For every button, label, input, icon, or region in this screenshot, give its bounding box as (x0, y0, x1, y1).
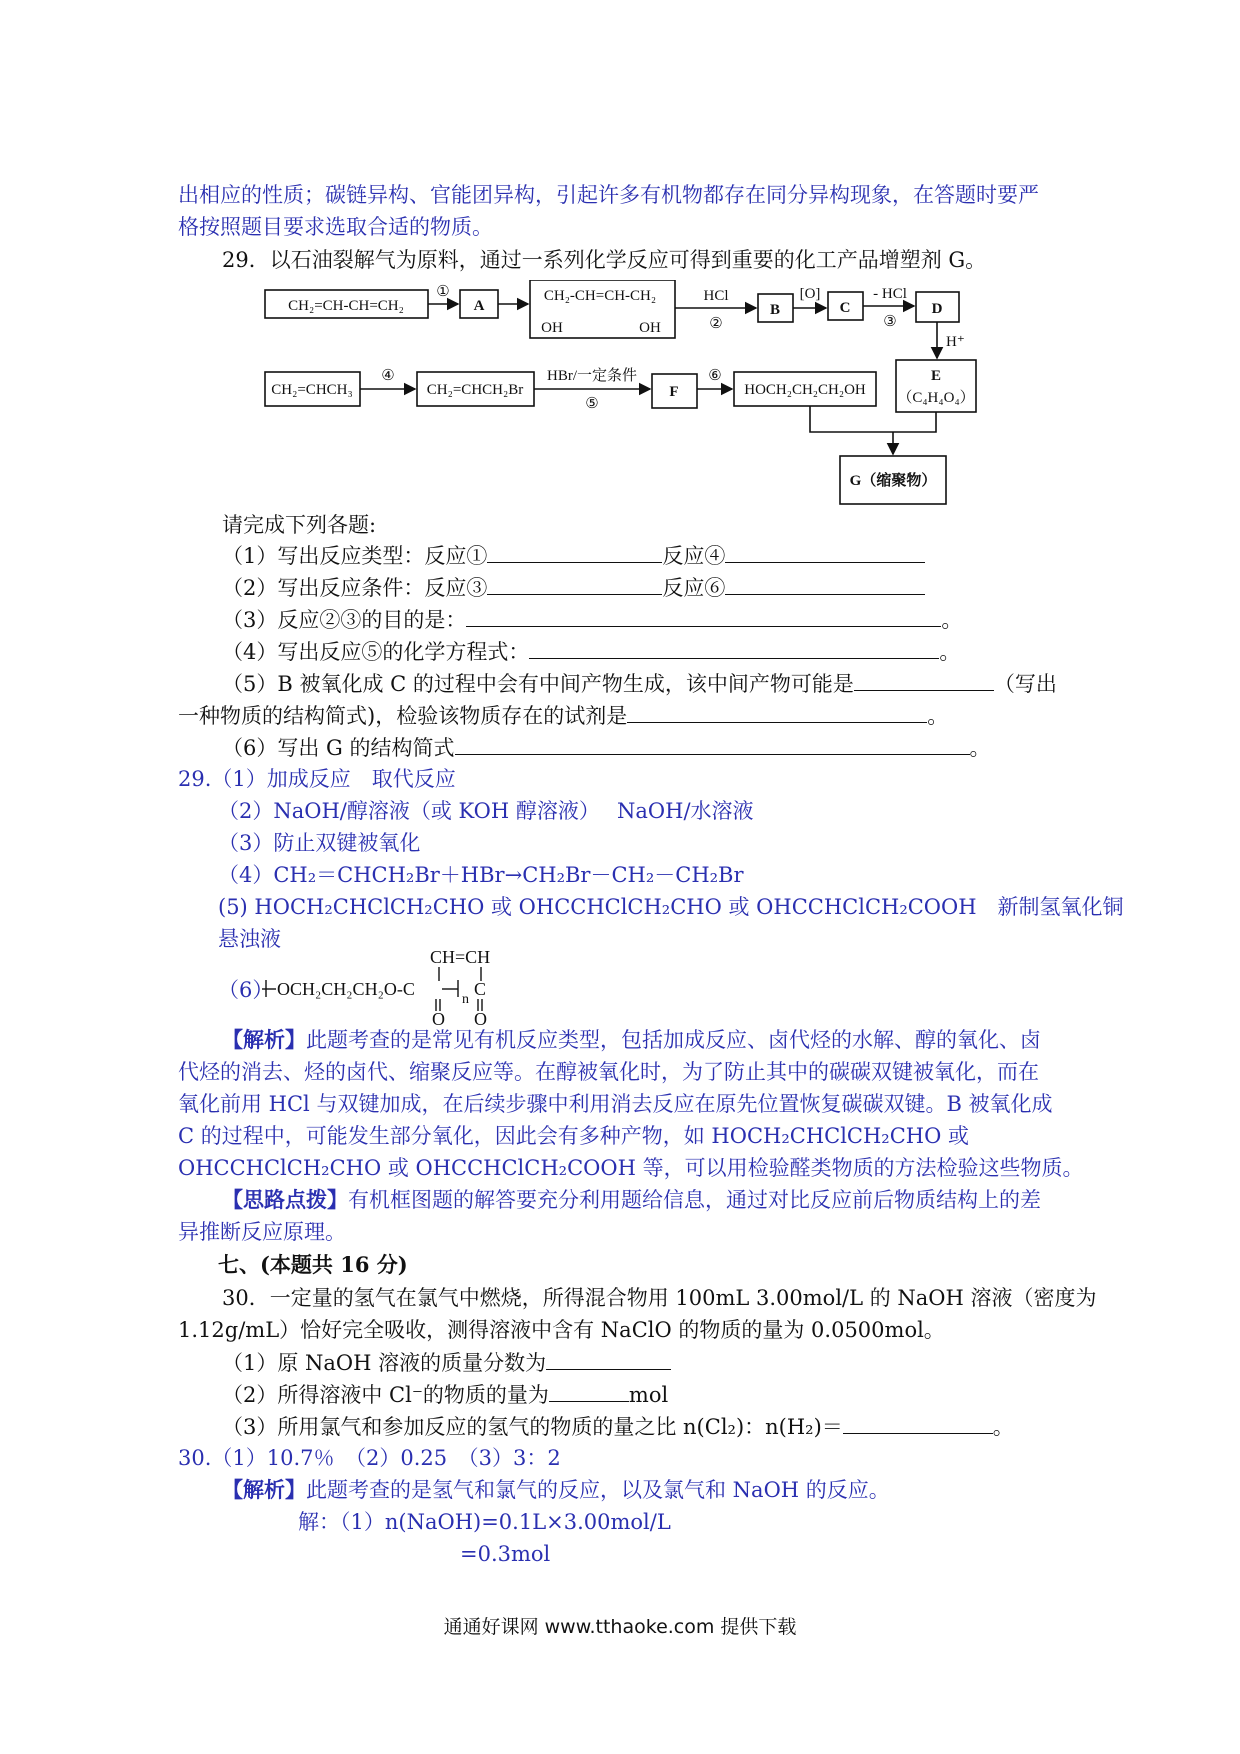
answer-blank[interactable] (725, 572, 925, 595)
q29-sub4 (222, 636, 960, 667)
box-d-label: D (931, 301, 943, 317)
butadiene-label: CH₂=CH-CH=CH₂ (288, 298, 404, 314)
q30-sub2 (222, 1379, 668, 1410)
minus-hcl-label: - HCl (873, 286, 907, 302)
intro-line-1: 出相应的性质；碳链异构、官能团异构，引起许多有机物都存在同分异构现象，在答题时要严 (178, 183, 1039, 207)
allyl-bromide-label: CH₂=CHCH₂Br (426, 382, 524, 398)
box-a-label: A (473, 298, 485, 314)
analysis-29-line4: C 的过程中，可能发生部分氧化，因此会有多种产物，如 HOCH₂CHClCH₂CHO 或 (178, 1124, 969, 1148)
butenediol-oh1-label: OH (541, 320, 563, 336)
polymer-g-structure (262, 945, 522, 1025)
q30-sub2-unit: mol (628, 1383, 669, 1407)
q29-sub3-text: （3）反应②③的目的是： (222, 608, 467, 632)
period: 。 (969, 736, 991, 760)
box-e-formula: （C₄H₄O₄） (897, 390, 975, 406)
q29-sub5-a: （5）B 被氧化成 C 的过程中会有中间产物生成，该中间产物可能是 (222, 672, 854, 696)
ans30: 30.（1）10.7％ （2）0.25 （3）3：2 (178, 1446, 561, 1470)
hcl-label: HCl (703, 288, 729, 304)
q29-sub2 (222, 572, 925, 603)
q29-sub3 (222, 604, 962, 635)
answer-blank[interactable] (487, 572, 662, 595)
q29-prompt: 请完成下列各题: (222, 513, 377, 537)
period: 。 (927, 704, 949, 728)
analysis-29-line5: OHCCHClCH₂CHO 或 OHCCHClCH₂COOH 等，可以用检验醛类物质的方法检验这些物质。 (178, 1156, 1084, 1180)
step-3-label: ③ (883, 314, 897, 330)
hplus-label: H⁺ (946, 334, 965, 350)
analysis-text: 此题考查的是氢气和氯气的反应，以及氯气和 NaOH 的反应。 (306, 1478, 890, 1502)
answer-blank[interactable] (854, 668, 994, 691)
tips-29-line2: 异推断反应原理。 (178, 1220, 346, 1244)
polymer-c2-label: C (474, 979, 487, 999)
analysis-29-line1 (222, 1025, 1041, 1055)
answer-blank[interactable] (487, 540, 662, 563)
answer-blank[interactable] (529, 636, 939, 659)
solution-30-line1: 解：（1）n(NaOH)=0.1L×3.00mol/L (298, 1510, 671, 1534)
ans29-1: 29.（1）加成反应 取代反应 (178, 767, 456, 791)
step-5-label: ⑤ (585, 396, 599, 412)
q29-sub2-a: （2）写出反应条件：反应③ (222, 576, 488, 600)
box-c-label: C (839, 300, 851, 316)
analysis-tag: 【解析】 (222, 1477, 306, 1502)
box-e-label: E (930, 368, 942, 384)
q30-sub1-text: （1）原 NaOH 溶液的质量分数为 (222, 1351, 547, 1375)
q29-sub1-a: （1）写出反应类型：反应① (222, 544, 488, 568)
step-4-label: ④ (381, 368, 395, 384)
q29-sub1-b: 反应④ (662, 544, 726, 568)
tips-tag: 【思路点拨】 (222, 1187, 348, 1212)
q30-sub3 (222, 1411, 1014, 1442)
answer-blank[interactable] (455, 732, 970, 755)
hbr-condition-label: HBr/一定条件 (546, 368, 638, 384)
q29-sub5-cont (178, 700, 948, 731)
propene-label: CH₂=CHCH₃ (271, 382, 353, 398)
answer-blank[interactable] (843, 1411, 993, 1434)
q30-stem-1: 30．一定量的氢气在氯气中燃烧，所得混合物用 100mL 3.00mol/L 的 NaOH 溶液（密度为 (222, 1286, 1097, 1310)
q29-sub5-c: 一种物质的结构简式)，检验该物质存在的试剂是 (178, 704, 628, 728)
polymer-o1-label: O (432, 1009, 445, 1025)
tips-text: 有机框图题的解答要充分利用题给信息，通过对比反应前后物质结构上的差 (348, 1188, 1041, 1212)
q29-sub5-b: （写出 (993, 672, 1057, 696)
q29-sub6-text: （6）写出 G 的结构简式 (222, 736, 455, 760)
period: 。 (941, 608, 963, 632)
propanediol-label: HOCH₂CH₂CH₂OH (744, 382, 866, 398)
analysis-30 (222, 1475, 890, 1505)
q29-sub6 (222, 732, 991, 763)
analysis-text: 此题考查的是常见有机反应类型，包括加成反应、卤代烃的水解、醇的氧化、卤 (306, 1028, 1041, 1052)
q29-sub2-b: 反应⑥ (662, 576, 726, 600)
period: 。 (939, 640, 961, 664)
step-2-label: ② (709, 316, 723, 332)
answer-blank[interactable] (546, 1347, 671, 1370)
box-b-label: B (769, 302, 781, 318)
answer-blank[interactable] (627, 700, 927, 723)
q29-sub1 (222, 540, 925, 571)
polymer-alkene-label: CH=CH (430, 947, 491, 967)
period: 。 (992, 1415, 1014, 1439)
synthesis-flow-diagram (260, 280, 980, 520)
butenediol-oh2-label: OH (639, 320, 661, 336)
polymer-o2-label: O (474, 1009, 487, 1025)
analysis-29-line2: 代烃的消去、烃的卤代、缩聚反应等。在醇被氧化时，为了防止其中的碳碳双键被氧化，而在 (178, 1060, 1039, 1084)
polymer-n-label: n (462, 992, 469, 1007)
ans29-2: （2）NaOH/醇溶液（或 KOH 醇溶液） NaOH/水溶液 (218, 799, 754, 823)
box-g-label: G（缩聚物） (849, 473, 937, 489)
q29-sub5 (222, 668, 1057, 699)
q29-sub4-text: （4）写出反应⑤的化学方程式： (222, 640, 530, 664)
tips-29-line1 (222, 1185, 1041, 1215)
q30-stem-2: 1.12g/mL）恰好完全吸收，测得溶液中含有 NaClO 的物质的量为 0.0500mol。 (178, 1318, 945, 1342)
page-footer: 通通好课网 www.tthaoke.com 提供下载 (443, 1616, 797, 1638)
solution-30-line2: =0.3mol (460, 1542, 551, 1566)
butenediol-top-label: CH₂-CH=CH-CH₂ (543, 288, 657, 304)
oxidation-label: [O] (799, 286, 821, 302)
step-1-label: ① (436, 284, 450, 300)
answer-blank[interactable] (725, 540, 925, 563)
q29-stem: 29．以石油裂解气为原料，通过一系列化学反应可得到重要的化工产品增塑剂 G。 (222, 248, 987, 272)
analysis-29-line3: 氧化前用 HCl 与双键加成，在后续步骤中利用消去反应在原先位置恢复碳碳双键。B 被氧化成 (178, 1092, 1053, 1116)
ans29-3: （3）防止双键被氧化 (218, 831, 421, 855)
polymer-chain-label: OCH₂CH₂CH₂O-C (277, 979, 415, 999)
section-7-heading: 七、(本题共 16 分) (218, 1252, 408, 1277)
ans29-4: （4）CH₂＝CHCH₂Br＋HBr→CH₂Br－CH₂－CH₂Br (218, 863, 744, 887)
analysis-tag: 【解析】 (222, 1027, 306, 1052)
answer-blank[interactable] (549, 1379, 629, 1402)
q30-sub3-text: （3）所用氯气和参加反应的氢气的物质的量之比 n(Cl₂)：n(H₂)＝ (222, 1415, 843, 1439)
q30-sub2-text: （2）所得溶液中 Cl⁻的物质的量为 (222, 1383, 549, 1407)
ans29-6-label: （6） (218, 978, 274, 1002)
intro-line-2: 格按照题目要求选取合适的物质。 (178, 215, 493, 239)
ans29-5b: 悬浊液 (218, 927, 281, 951)
box-f-label: F (669, 384, 679, 400)
answer-blank[interactable] (466, 604, 941, 627)
q30-sub1 (222, 1347, 671, 1378)
ans29-5: (5) HOCH₂CHClCH₂CHO 或 OHCCHClCH₂CHO 或 OHCCHClCH₂COOH 新制氢氧化铜 (218, 895, 1124, 919)
step-6-label: ⑥ (708, 368, 722, 384)
